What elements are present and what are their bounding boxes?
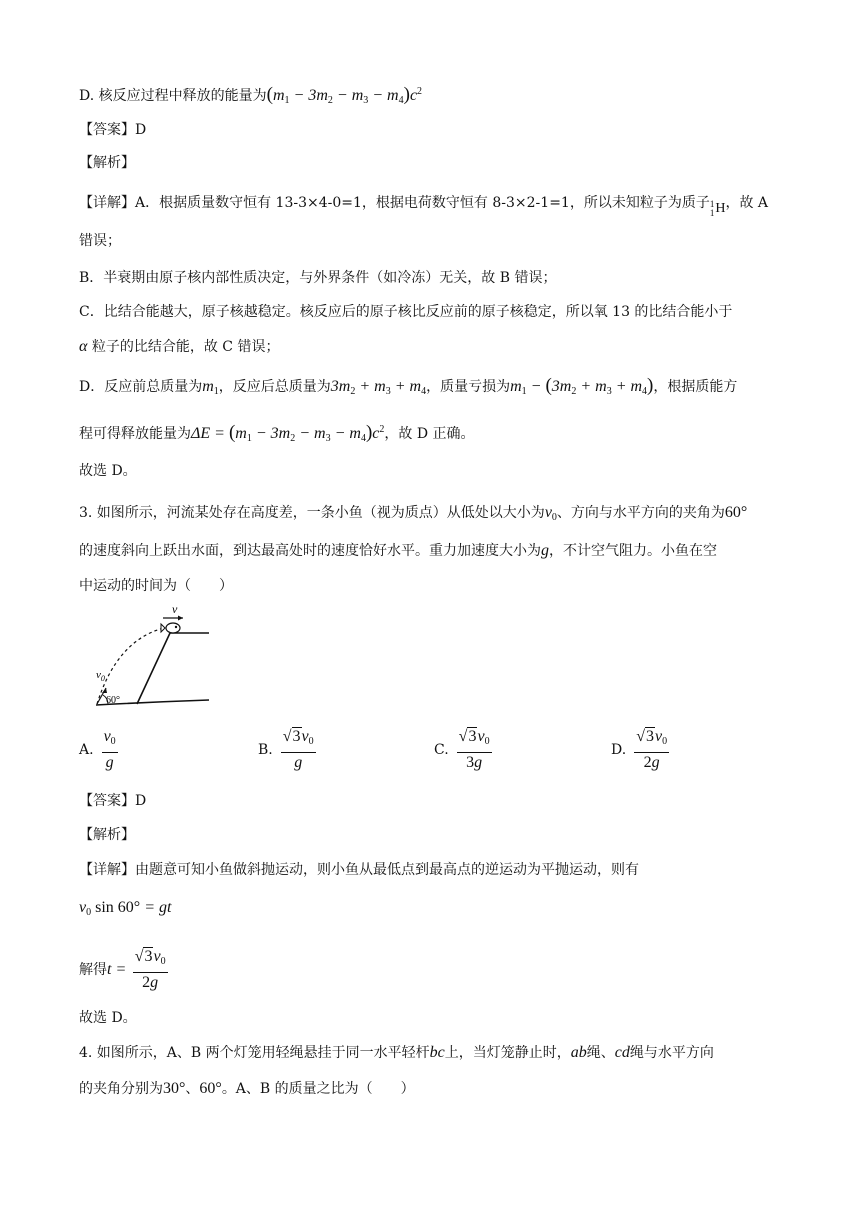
q3-stem-line3: 中运动的时间为（ ） [79, 578, 233, 594]
option-c[interactable]: C. $\frac{√3v_0}{3g}$ [434, 728, 490, 771]
q3-analysis-label: 【解析】 [79, 827, 135, 843]
option-d-text: D. 核反应过程中释放的能量为 [79, 88, 267, 104]
fish-jump-figure [92, 600, 217, 712]
q4-stem-line1: 4. 如图所示，A、B 两个灯笼用轻绳悬挂于同一水平轻杆bc上，当灯笼静止时，ab绳、cd绳与水平方向 [79, 1044, 714, 1061]
energy-formula: $(m_1 - 3m_2 - m_3 - m_4)c^2$ [266, 84, 423, 106]
q2-answer: 【答案】D [79, 122, 147, 138]
detail-label: 【详解】 [79, 195, 135, 211]
q2-option-d [79, 82, 422, 111]
q3-solve: 解得t = $\frac{√3v_0}{2g}$ [79, 948, 166, 991]
label-angle: 60° [106, 695, 120, 706]
q2-analysis-label: 【解析】 [79, 155, 135, 171]
q3-answer: 【答案】D [79, 793, 147, 809]
q3-detail: 【详解】由题意可知小鱼做斜抛运动，则小鱼从最低点到最高点的逆运动为平抛运动，则有 [79, 862, 639, 878]
q2-detail-c-line1: C．比结合能越大，原子核越稳定。核反应后的原子核比反应前的原子核稳定，所以氧 13 的比结合能小于 [79, 304, 733, 320]
option-b[interactable]: B. $\frac{√3v_0}{g}$ [258, 728, 314, 771]
q4-stem-line2: 的夹角分别为30°、60°。A、B 的质量之比为（ ） [79, 1080, 415, 1097]
detail-a-text: A．根据质量数守恒有 13-3×4-0=1，根据电荷数守恒有 8-3×2-1=1，所以未知粒子为质子 [135, 195, 710, 211]
option-d[interactable]: D. $\frac{√3v_0}{2g}$ [611, 728, 668, 771]
q3-equation: $v_0$ sin 60° = gt [79, 899, 172, 918]
q3-choose: 故选 D。 [79, 1010, 137, 1026]
alpha-symbol: α [79, 338, 88, 355]
slope-line [137, 633, 170, 704]
q3-stem-line1: 3. 如图所示，河流某处存在高度差，一条小鱼（视为质点）从低处以大小为$v_0$、方向与水平方向的夹角为60° [79, 504, 748, 523]
detail-a-suffix: ，故 A [725, 195, 769, 211]
q2-detail-d-line2: 程可得释放能量为$\Delta E = (m_1 - 3m_2 - m_3 - m_4)c^2$，故 D 正确。 [79, 422, 475, 444]
fish-icon [166, 623, 180, 633]
proton-nuclide: 1 1 H [709, 199, 726, 218]
q2-detail-a-line2: 错误； [79, 233, 121, 249]
label-v0: $v_0$ [96, 669, 105, 683]
option-a[interactable]: A. $\frac{v_0}{g}$ [79, 728, 116, 771]
q2-detail-d-line1: D．反应前总质量为$m_1$，反应后总质量为$3m_2 + m_3 + m_4$，质量亏损为$m_1 - (3m_2 + m_3 + m_4)$，根据质能方 [79, 375, 738, 397]
detail-c-suffix: 粒子的比结合能，故 C 错误； [91, 339, 280, 355]
q2-detail-b: B．半衰期由原子核内部性质决定，与外界条件（如冷冻）无关，故 B 错误； [79, 270, 557, 286]
q2-detail-a-line1 [79, 193, 768, 219]
q3-stem-line2: 的速度斜向上跃出水面，到达最高处时的速度恰好水平。重力加速度大小为g，不计空气阻力。小鱼在空 [79, 542, 717, 559]
q2-choose: 故选 D。 [79, 463, 137, 479]
q2-detail-c-line2 [79, 337, 279, 357]
label-v: v [172, 602, 178, 616]
